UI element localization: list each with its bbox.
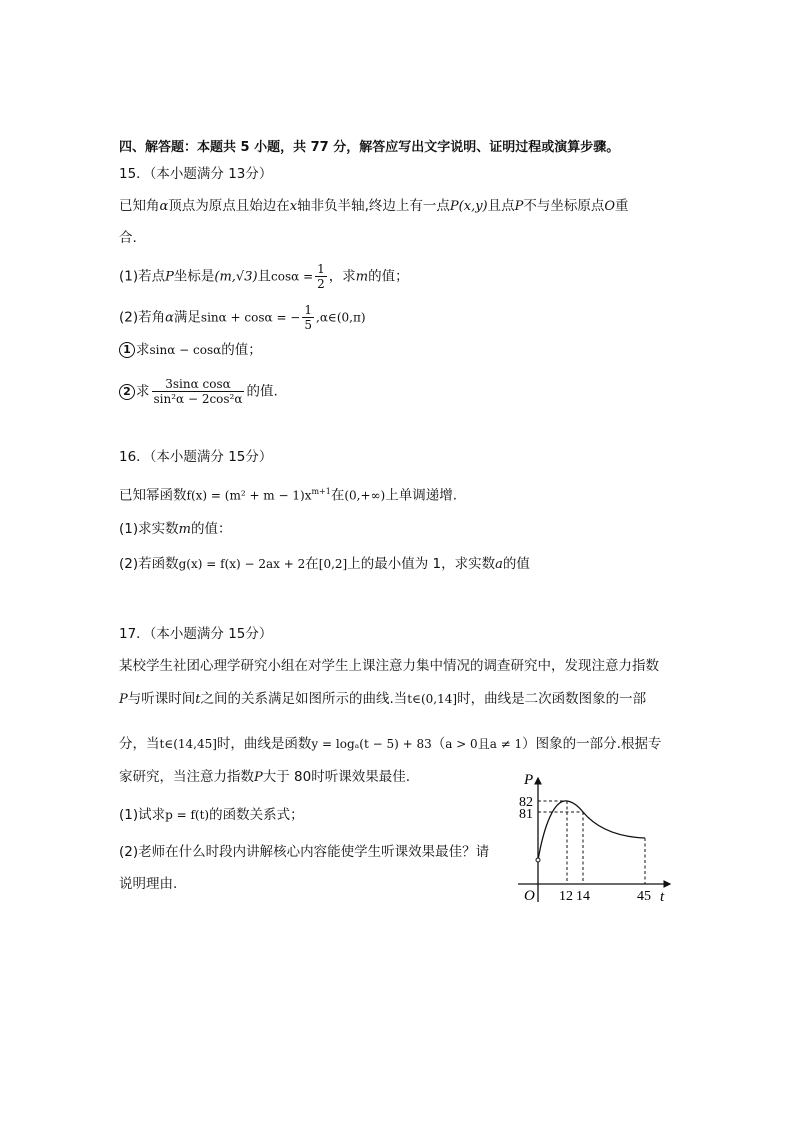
- y-axis-label: P: [524, 772, 534, 788]
- q16-part2: (2)若函数g(x) = f(x) − 2ax + 2在[0,2]上的最小值为 1，求实数a的值: [119, 556, 530, 572]
- attention-curve: [538, 801, 645, 860]
- circled-number-1: 1: [119, 342, 135, 358]
- fraction-one-fifth: $\frac{1}{5}$: [304, 303, 313, 332]
- fraction-one-half: $\frac{1}{2}$: [317, 262, 325, 291]
- q15-subpart2: 2 求 $\frac{\text{3sinα cosα}}{\text{sin²α − 2cos²α}}$ 的值.: [119, 377, 278, 406]
- q17-stem-line1: 某校学生社团心理学研究小组在对学生上课注意力集中情况的调查研究中，发现注意力指数: [119, 658, 659, 674]
- q15-part2: (2)若角α满足sinα + cosα = − $\frac{1}{5}$ ,α∈(0,π): [119, 303, 366, 332]
- q16-stem: 已知幂函数$f(x) = (m^2 + m - 1)x^{m+1}$在(0,+∞)上单调递增.: [119, 487, 458, 504]
- attention-curve-figure: [510, 766, 688, 908]
- q15-subpart1: 1 求sinα − cosα的值；: [119, 340, 262, 360]
- q17-stem-line3: 分，当t∈(14,45]时，曲线是函数y = logₐ(t − 5) + 83（a > 0且a ≠ 1）图象的一部分.根据专: [119, 736, 662, 752]
- origin-label: O: [524, 888, 535, 904]
- q15-part1: (1)若点P坐标是(m,√3)且cosα = $\frac{1}{2}$ ，求m的值；: [119, 262, 409, 291]
- x-axis-label: t: [660, 889, 665, 905]
- q17-part2-line2: 说明理由.: [119, 876, 178, 892]
- circled-number-2: 2: [119, 384, 135, 400]
- q15-stem-line2: 合.: [119, 230, 137, 246]
- guide-lines: [538, 801, 645, 884]
- curve-start-point: [536, 858, 540, 862]
- q17-part1: (1)试求p = f(t)的函数关系式；: [119, 807, 304, 823]
- y-tick-81: 81: [519, 807, 533, 822]
- x-tick-45: 45: [637, 889, 651, 904]
- q16-part1: (1)求实数m的值：: [119, 521, 232, 537]
- q15-stem-line1: 已知角α顶点为原点且始边在x轴非负半轴,终边上有一点P(x,y)且点P不与坐标原点O重: [119, 198, 629, 214]
- section-header: 四、解答题：本题共 5 小题，共 77 分，解答应写出文字说明、证明过程或演算步骤。: [119, 140, 620, 155]
- fraction-trig: $\frac{\text{3sinα cosα}}{\text{sin²α − 2cos²α}}$: [153, 377, 243, 406]
- q16-title: 16．（本小题满分 15分）: [119, 449, 273, 465]
- q17-stem-line4: 家研究，当注意力指数P大于 80时听课效果最佳.: [119, 769, 411, 785]
- y-tick-82: 82: [519, 795, 533, 810]
- q17-title: 17．（本小题满分 15分）: [119, 626, 273, 642]
- point-P: P(x,y): [449, 199, 488, 214]
- x-tick-12: 12: [559, 889, 573, 904]
- q17-stem-line2: P与听课时间t之间的关系满足如图所示的曲线.当t∈(0,14]时，曲线是二次函数图象的一部: [119, 691, 647, 707]
- q17-part2-line1: (2)老师在什么时段内讲解核心内容能使学生听课效果最佳？请: [119, 844, 490, 860]
- q15-title: 15．（本小题满分 13分）: [119, 166, 273, 182]
- x-tick-14: 14: [576, 889, 590, 904]
- alpha-symbol: α: [159, 199, 169, 214]
